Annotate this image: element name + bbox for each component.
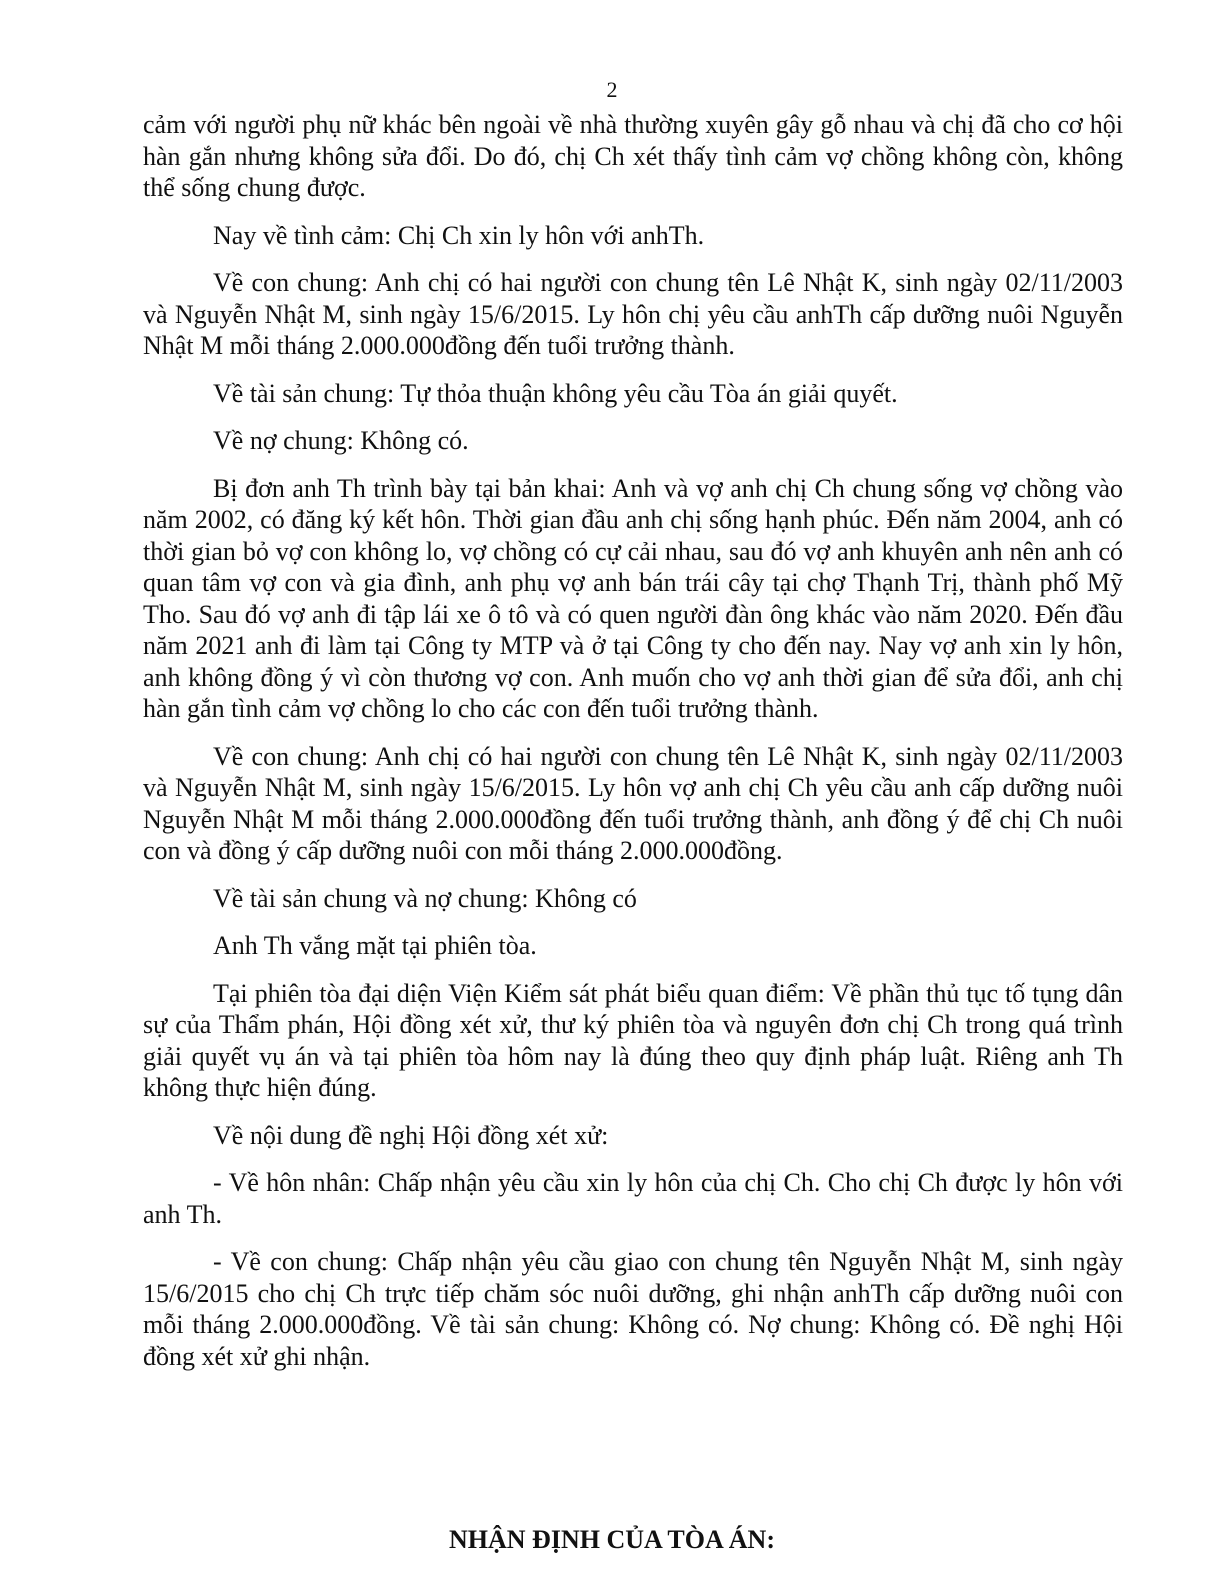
paragraph-procuracy-opinion: Tại phiên tòa đại diện Viện Kiểm sát phát biểu quan điểm: Về phần thủ tục tố tụng dân sự của Thẩm phán, Hội đồng xét xử, thư ký phiên tòa và nguyên đơn chị Ch trong quá trình giải quyết vụ án và tại phiên tòa hôm nay là đúng theo quy định pháp luật. Riêng anh Th không thực hiện đúng. (143, 978, 1123, 1102)
paragraph-continuation: cảm với người phụ nữ khác bên ngoài về nhà thường xuyên gây gỗ nhau và chị đã cho cơ hội hàn gắn nhưng không sửa đổi. Do đó, chị Ch xét thấy tình cảm vợ chồng không còn, không thể sống chung được. (143, 110, 1123, 202)
paragraph-debt-plaintiff: Về nợ chung: Không có. (213, 426, 469, 455)
paragraph-proposal-intro: Về nội dung đề nghị Hội đồng xét xử: (213, 1120, 609, 1150)
paragraph-defendant-absent: Anh Th vắng mặt tại phiên tòa. (213, 931, 537, 960)
section-heading: NHẬN ĐỊNH CỦA TÒA ÁN: (449, 1525, 775, 1554)
paragraph-children-defendant: Về con chung: Anh chị có hai người con chung tên Lê Nhật K, sinh ngày 02/11/2003 và Nguyễn Nhật M, sinh ngày 15/6/2015. Ly hôn vợ anh chị Ch yêu cầu anh cấp dưỡng nuôi Nguyễn Nhật M mỗi tháng 2.000.000đồng đến tuổi trưởng thành, anh đồng ý để chị Ch nuôi con và đồng ý cấp dưỡng nuôi con mỗi tháng 2.000.000đồng. (143, 741, 1123, 865)
page-number: 2 (606, 77, 618, 102)
paragraph-marriage-request: Nay về tình cảm: Chị Ch xin ly hôn với anhTh. (213, 220, 705, 250)
paragraph-property-plaintiff: Về tài sản chung: Tự thỏa thuận không yêu cầu Tòa án giải quyết. (213, 378, 898, 408)
document-body (143, 109, 1123, 1388)
paragraph-children-plaintiff: Về con chung: Anh chị có hai người con chung tên Lê Nhật K, sinh ngày 02/11/2003 và Nguyễn Nhật M, sinh ngày 15/6/2015. Ly hôn chị yêu cầu anhTh cấp dưỡng nuôi Nguyễn Nhật M mỗi tháng 2.000.000đồng đến tuổi trưởng thành. (143, 268, 1123, 360)
paragraph-proposal-children: - Về con chung: Chấp nhận yêu cầu giao con chung tên Nguyễn Nhật M, sinh ngày 15/6/2015 cho chị Ch trực tiếp chăm sóc nuôi dưỡng, ghi nhận anhTh cấp dưỡng nuôi con mỗi tháng 2.000.000đồng. Về tài sản chung: Không có. Nợ chung: Không có. Đề nghị Hội đồng xét xử ghi nhận. (143, 1247, 1123, 1371)
paragraph-proposal-marriage: - Về hôn nhân: Chấp nhận yêu cầu xin ly hôn của chị Ch. Cho chị Ch được ly hôn với anh Th. (143, 1168, 1123, 1229)
paragraph-defendant-statement: Bị đơn anh Th trình bày tại bản khai: Anh và vợ anh chị Ch chung sống vợ chồng vào năm 2002, có đăng ký kết hôn. Thời gian đầu anh chị sống hạnh phúc. Đến năm 2004, anh có thời gian bỏ vợ con không lo, vợ chồng có cự cải nhau, sau đó vợ anh khuyên anh nên anh có quan tâm vợ con và gia đình, anh phụ vợ anh bán trái cây tại chợ Thạnh Trị, thành phố Mỹ Tho. Sau đó vợ anh đi tập lái xe ô tô và có quen người đàn ông khác vào năm 2020. Đến đầu năm 2021 anh đi làm tại Công ty MTP và ở tại Công ty cho đến nay. Nay vợ anh xin ly hôn, anh không đồng ý vì còn thương vợ con. Anh muốn cho vợ anh thời gian để sửa đổi, anh chị hàn gắn tình cảm vợ chồng lo cho các con đến tuổi trưởng thành. (143, 473, 1123, 723)
paragraph-property-debt-defendant: Về tài sản chung và nợ chung: Không có (213, 883, 637, 913)
